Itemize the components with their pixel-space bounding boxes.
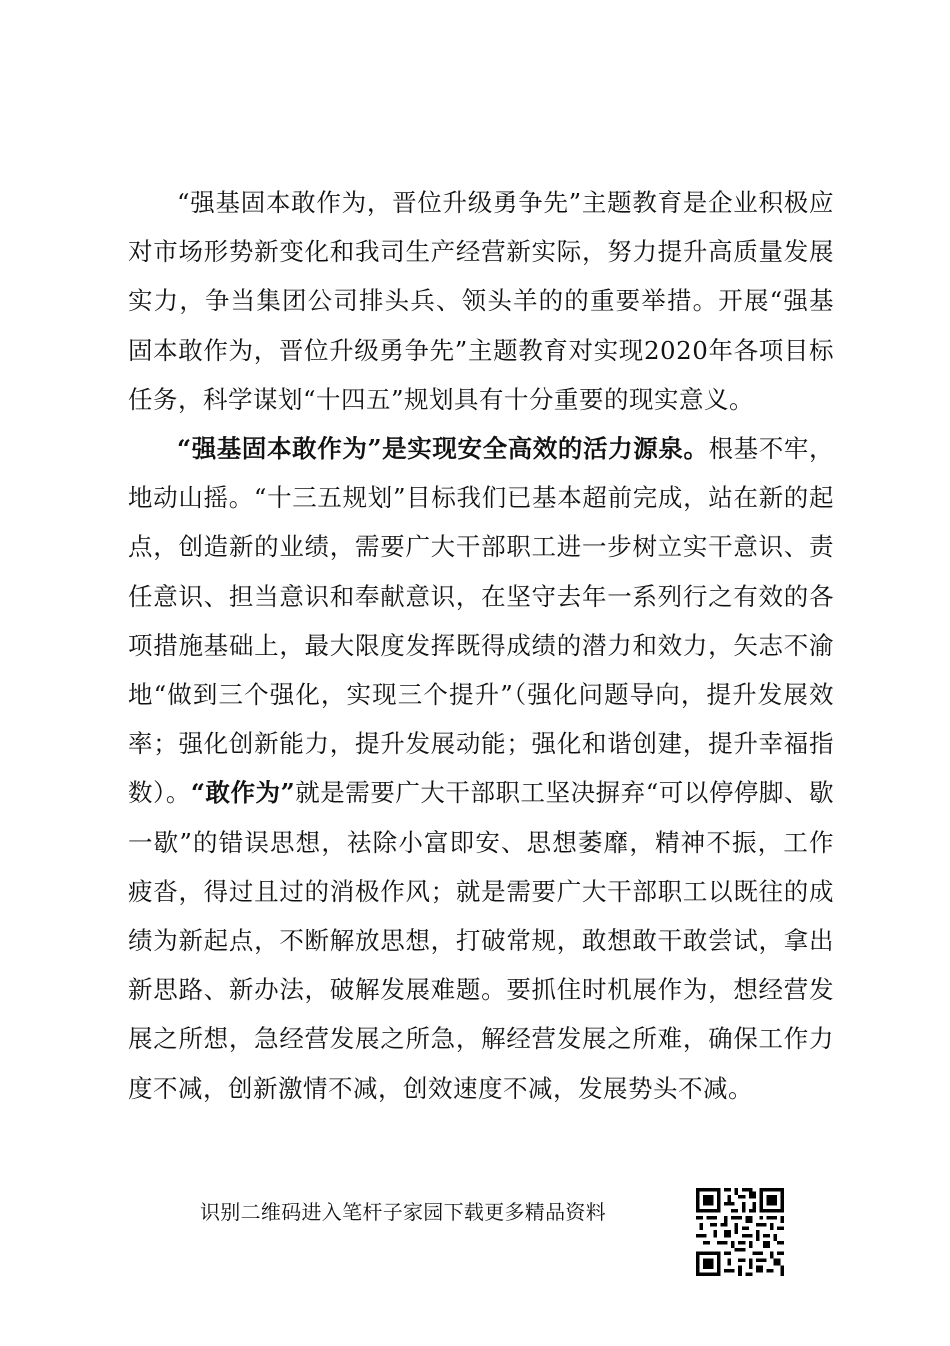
document-body bbox=[128, 178, 834, 1113]
paragraph-2-bold-mid: “敢作为” bbox=[190, 778, 296, 808]
paragraph-2-text-a: 根基不牢，地动山摇。“十三五规划”目标我们已基本超前完成，站在新的起点，创造新的业绩，需要广大干部职工进一步树立实干意识、责任意识、担当意识和奉献意识，在坚守去年一系列行之有效的各项措施基础上，最大限度发挥既得成绩的潜力和效力，矢志不渝地“做到三个强化，实现三个提升”（强化问题导向，提升发展效率；强化创新能力，提升发展动能；强化和谐创建，提升幸福指数）。 bbox=[128, 434, 834, 808]
paragraph-2-bold-lead: “强基固本敢作为”是实现安全高效的活力源泉。 bbox=[177, 434, 709, 464]
paragraph-2 bbox=[128, 424, 834, 1113]
qr-code-icon bbox=[696, 1188, 784, 1276]
paragraph-1-text: “强基固本敢作为，晋位升级勇争先”主题教育是企业积极应对市场形势新变化和我司生产经营新实际，努力提升高质量发展实力，争当集团公司排头兵、领头羊的的重要举措。开展“强基固本敢作为，晋位升级勇争先”主题教育对实现2020年各项目标任务，科学谋划“十四五”规划具有十分重要的现实意义。 bbox=[128, 188, 834, 414]
paragraph-2-text-b: 就是需要广大干部职工坚决摒弃“可以停停脚、歇一歇”的错误思想，祛除小富即安、思想萎靡，精神不振，工作疲沓，得过且过的消极作风；就是需要广大干部职工以既往的成绩为新起点，不断解放思想，打破常规，敢想敢干敢尝试，拿出新思路、新办法，破解发展难题。要抓住时机展作为，想经营发展之所想，急经营发展之所急，解经营发展之所难，确保工作力度不减，创新激情不减，创效速度不减，发展势头不减。 bbox=[128, 778, 834, 1103]
footer-promo-text: 识别二维码进入笔杆子家园下载更多精品资料 bbox=[200, 1200, 606, 1224]
paragraph-1 bbox=[128, 178, 834, 424]
